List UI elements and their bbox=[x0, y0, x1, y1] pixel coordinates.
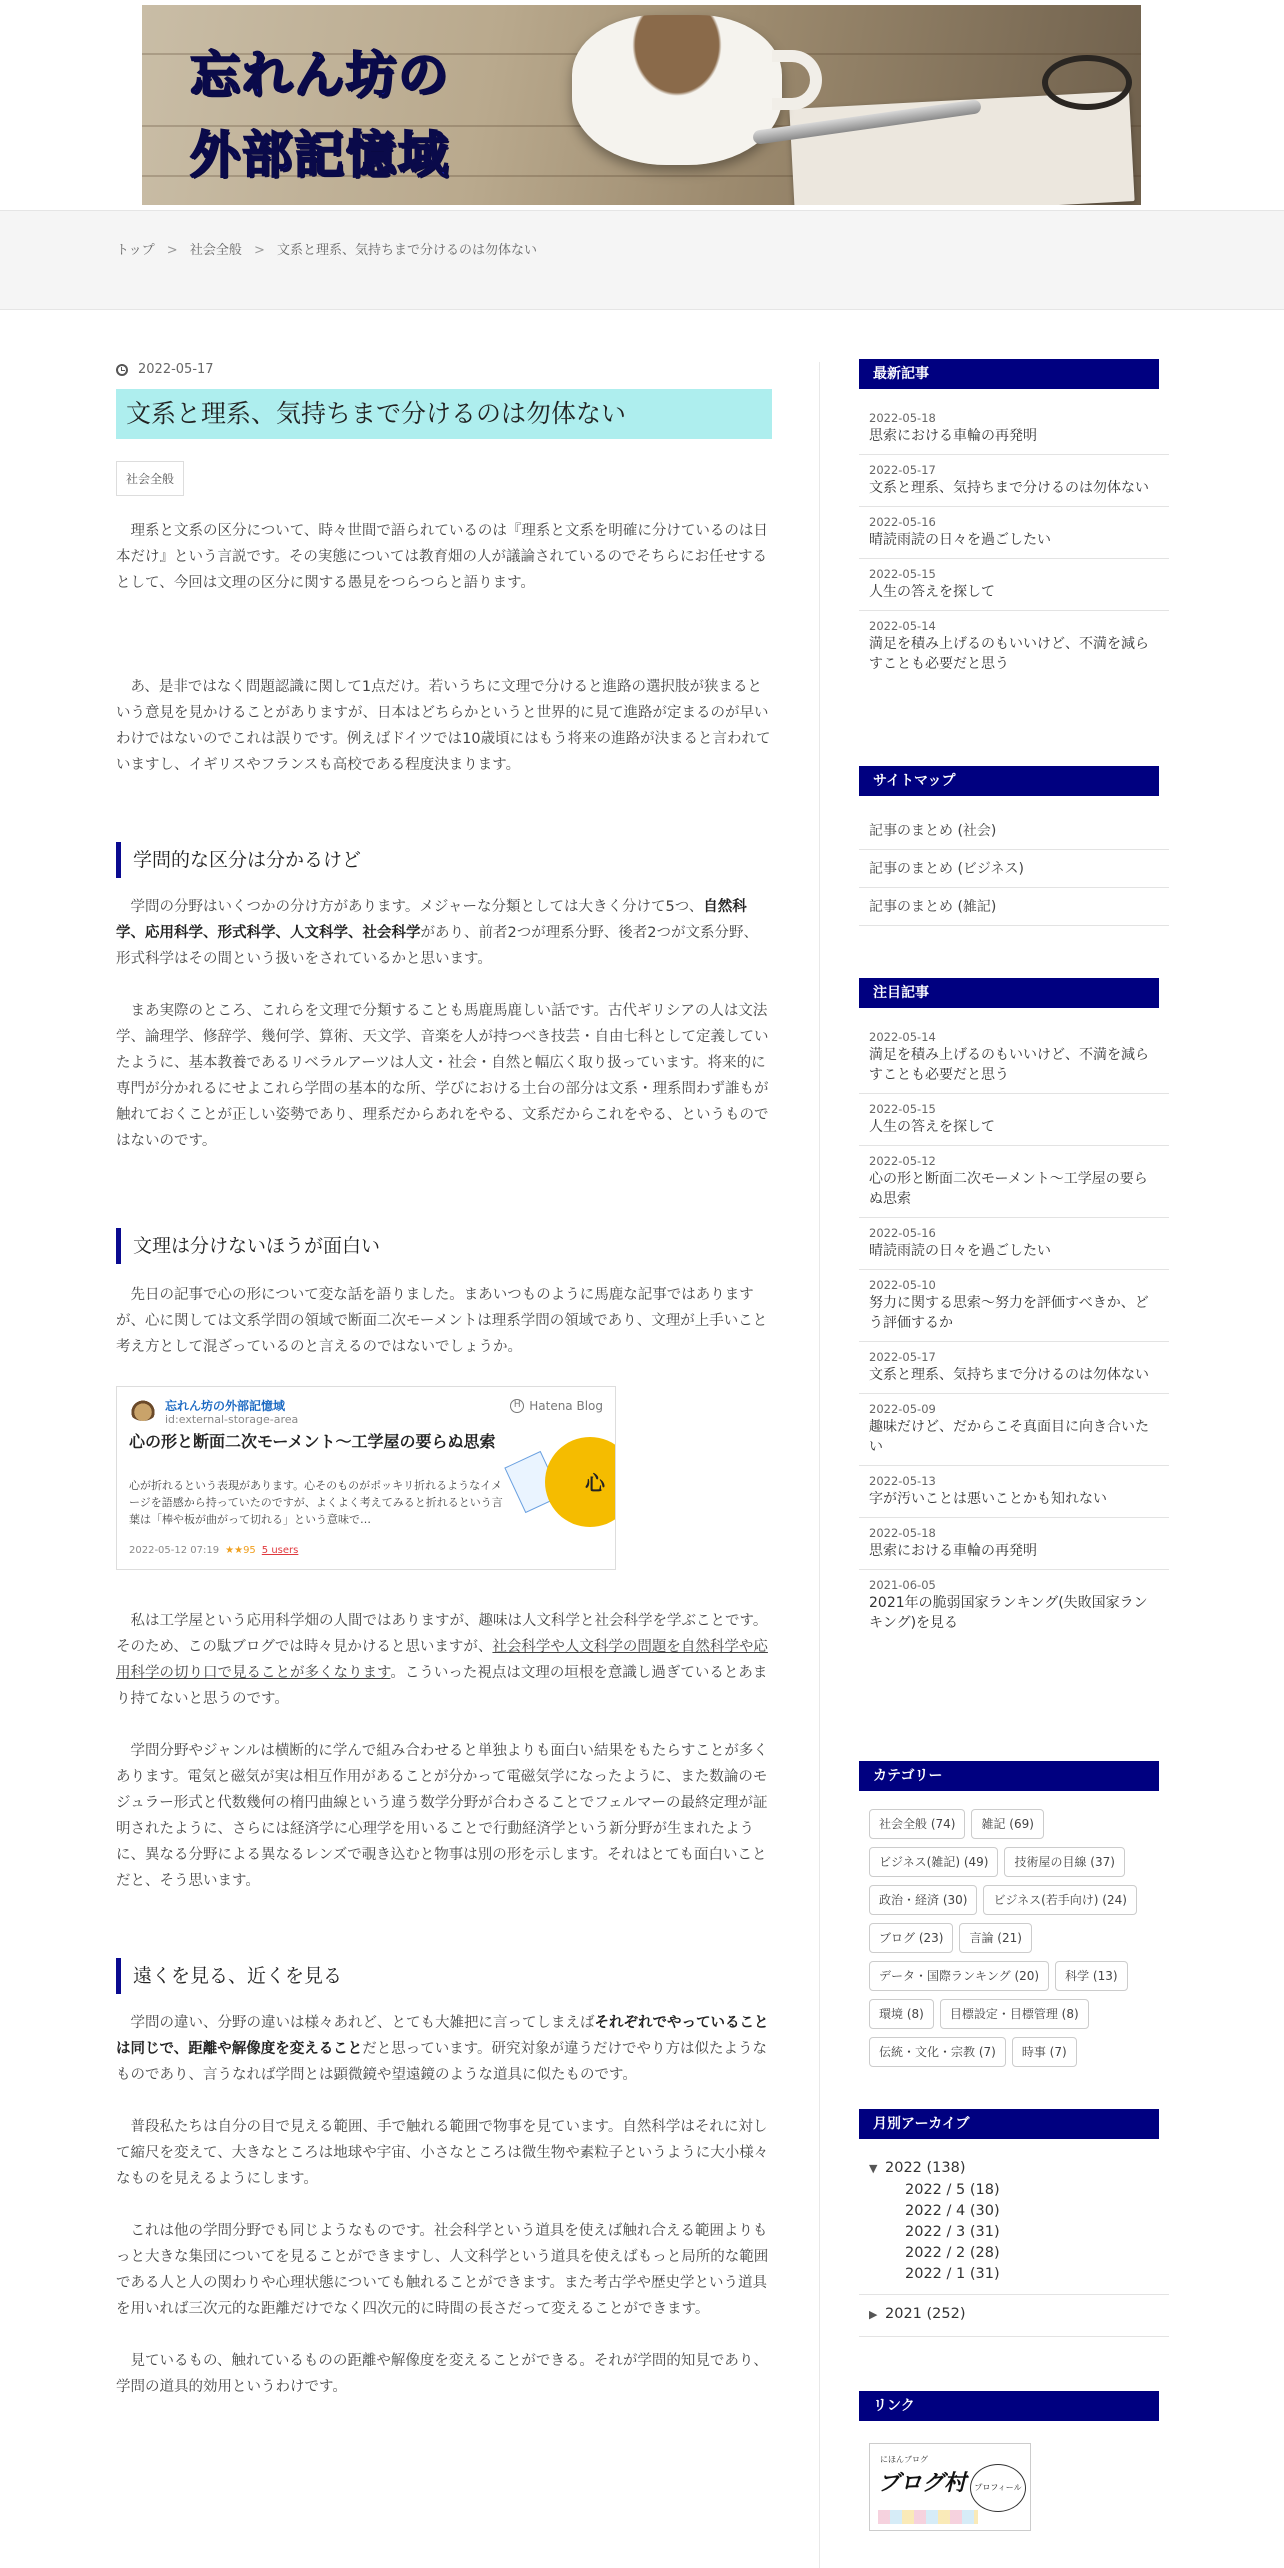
featured-post-date: 2022-05-18 bbox=[869, 1526, 936, 1540]
archive-month[interactable]: 2022 / 1 (31) bbox=[905, 2266, 1000, 2282]
widget-links bbox=[859, 2391, 1169, 2496]
banner-coffee-cup bbox=[572, 15, 782, 165]
recent-post-date: 2022-05-18 bbox=[869, 411, 936, 425]
category-tag[interactable]: 政治・経済 (30) bbox=[869, 1885, 977, 1915]
featured-post-date: 2022-05-09 bbox=[869, 1402, 936, 1416]
featured-post-date: 2022-05-13 bbox=[869, 1474, 936, 1488]
category-tag[interactable]: ビジネス(若手向け) (24) bbox=[983, 1885, 1136, 1915]
featured-post-title[interactable]: 満足を積み上げるのもいいけど、不満を減らすことも必要だと思う bbox=[869, 1047, 1149, 1083]
widget-heading: 月別アーカイブ bbox=[859, 2109, 1159, 2139]
archive-year-label[interactable]: 2021 (252) bbox=[885, 2306, 966, 2322]
recent-post-date: 2022-05-15 bbox=[869, 567, 936, 581]
featured-post-item[interactable] bbox=[859, 1146, 1169, 1218]
thumbnail-character: 心 bbox=[585, 1471, 605, 1495]
site-title-line1: 忘れん坊の bbox=[190, 45, 450, 104]
recent-post-item[interactable] bbox=[859, 455, 1169, 507]
archive-year-2022[interactable] bbox=[869, 2157, 1169, 2180]
paragraph-text: があり、前者2つが理系分野、後者2つが文系分野、形式科学はその間という扱いをされているかと思います。 bbox=[116, 925, 758, 967]
widget-heading: リンク bbox=[859, 2391, 1159, 2421]
category-tag[interactable]: 伝統・文化・宗教 (7) bbox=[869, 2037, 1006, 2067]
featured-post-date: 2022-05-15 bbox=[869, 1102, 936, 1116]
paragraph: 理系と文系の区分について、時々世間で語られているのは『理系と文系を明確に分けているのは日本だけ』という言説です。その実態については教育畑の人が議論されているのでそちらにお任せするとして、今回は文理の区分に関する愚見をつらつらと語ります。 bbox=[116, 523, 768, 591]
category-tag[interactable]: ブログ (23) bbox=[869, 1923, 953, 1953]
featured-post-date: 2022-05-12 bbox=[869, 1154, 936, 1168]
archive-month[interactable]: 2022 / 4 (30) bbox=[905, 2203, 1000, 2219]
featured-post-date: 2022-05-17 bbox=[869, 1350, 936, 1364]
featured-post-title[interactable]: 文系と理系、気持ちまで分けるのは勿体ない bbox=[869, 1367, 1149, 1383]
recent-post-title[interactable]: 文系と理系、気持ちまで分けるのは勿体ない bbox=[869, 480, 1149, 496]
sitemap-link[interactable]: 記事のまとめ (ビジネス) bbox=[859, 850, 1169, 888]
category-tag[interactable]: 目標設定・目標管理 (8) bbox=[940, 1999, 1089, 2029]
recent-post-item[interactable] bbox=[859, 507, 1169, 559]
featured-post-date: 2022-05-14 bbox=[869, 1030, 936, 1044]
archive-divider bbox=[859, 2294, 1169, 2295]
recent-post-item[interactable] bbox=[859, 403, 1169, 455]
card-star-count: 95 bbox=[243, 1545, 256, 1556]
widget-heading: 最新記事 bbox=[859, 359, 1159, 389]
paragraph: 見ているもの、触れているものの距離や解像度を変えることができる。それが学問的知見であり、学問の道具的効用というわけです。 bbox=[116, 2353, 768, 2395]
widget-monthly-archive bbox=[859, 2109, 1169, 2337]
hatena-blog-text: Hatena Blog bbox=[529, 1399, 603, 1413]
sitemap-list bbox=[859, 812, 1169, 926]
category-tag-list bbox=[859, 1809, 1159, 2075]
category-tag[interactable]: 時事 (7) bbox=[1012, 2037, 1077, 2067]
clock-icon bbox=[116, 364, 128, 376]
star-icon bbox=[225, 1545, 256, 1556]
card-thumbnail bbox=[505, 1427, 615, 1547]
card-stars: ★★ bbox=[225, 1545, 244, 1556]
paragraph: まあ実際のところ、これらを文理で分類することも馬鹿馬鹿しい話です。古代ギリシアの人は文法学、論理学、修辞学、幾何学、算術、天文学、音楽を人が持つべき技芸・自由七科として定義していたように、基本教養であるリベラルアーツは人文・社会・自然と幅広く取り扱っています。将来的に専門が分かれるにせよこれら学問の基本的な所、学びにおける土台の部分は文系・理系問わず誰もが触れておくことが正しい姿勢であり、理系だからあれをやる、文系だからこれをやる、というものではないのです。 bbox=[116, 1003, 769, 1149]
paragraph: あ、是非ではなく問題認識に関して1点だけ。若いうちに文理で分けると進路の選択肢が狭まるという意見を見かけることがありますが、日本はどちらかというと世界的に見て進路が定まるのが早いわけではないのでこれは誤りです。例えばドイツでは10歳頃にはもう将来の進路が決まると言われていますし、イギリスやフランスも高校である程度決まります。 bbox=[116, 679, 771, 773]
category-tag[interactable]: 雑記 (69) bbox=[971, 1809, 1043, 1839]
archive-month[interactable]: 2022 / 3 (31) bbox=[905, 2224, 1000, 2240]
featured-post-title[interactable]: 趣味だけど、だからこそ真面目に向き合いたい bbox=[869, 1419, 1149, 1455]
widget-sitemap bbox=[859, 766, 1169, 926]
featured-list bbox=[859, 1022, 1169, 1641]
featured-post-title[interactable]: 晴読雨読の日々を過ごしたい bbox=[869, 1243, 1051, 1259]
breadcrumb-band bbox=[0, 210, 1284, 310]
featured-post-date: 2022-05-10 bbox=[869, 1278, 936, 1292]
recent-post-title[interactable]: 思索における車輪の再発明 bbox=[869, 428, 1037, 444]
bold-text: それぞれでやっていることは同じで、距離や解像度を変えること bbox=[116, 2015, 769, 2057]
paragraph-text: 。こういった視点は文理の垣根を意識し過ぎているとあまり持てないと思うのです。 bbox=[116, 1665, 768, 1707]
blog-avatar-icon bbox=[129, 1399, 157, 1421]
widget-heading: サイトマップ bbox=[859, 766, 1159, 796]
card-description: 心が折れるという表現があります。心そのものがポッキリ折れるようなイメージを語感から持っていたのですが、よくよく考えてみると折れるという言葉は「棒や板が曲がって切れる」という意味で… bbox=[129, 1479, 503, 1526]
featured-post-item[interactable] bbox=[859, 1022, 1169, 1094]
thumbnail-circle bbox=[545, 1437, 616, 1527]
banner-profile-circle: プロフィール bbox=[970, 2464, 1026, 2512]
featured-post-item[interactable] bbox=[859, 1218, 1169, 1270]
card-user-id: id:external-storage-area bbox=[165, 1413, 299, 1426]
category-tag[interactable]: ビジネス(雑記) (49) bbox=[869, 1847, 998, 1877]
column-divider bbox=[819, 362, 820, 2568]
featured-post-title[interactable]: 努力に関する思索〜努力を評価すべきか、どう評価するか bbox=[869, 1295, 1149, 1331]
bold-text: 自然科学、応用科学、形式科学、人文科学、社会科学 bbox=[116, 899, 747, 941]
paragraph: 先日の記事で心の形について変な話を語りました。まあいつものように馬鹿な記事ではありますが、心に関しては文系学問の領域で断面二次モーメントは理系学問の領域であり、文理が上手いこと考え方として混ざっているのと言えるのではないでしょうか。 bbox=[116, 1287, 768, 1355]
featured-post-item[interactable] bbox=[859, 1394, 1169, 1466]
category-tag[interactable]: 社会全般 (74) bbox=[869, 1809, 965, 1839]
hatena-blog-icon: H bbox=[510, 1399, 524, 1413]
card-title[interactable]: 心の形と断面二次モーメント〜工学屋の要らぬ思索 bbox=[129, 1432, 496, 1451]
header-banner[interactable] bbox=[142, 5, 1141, 205]
featured-post-title[interactable]: 字が汚いことは悪いことかも知れない bbox=[869, 1491, 1107, 1507]
breadcrumb-category[interactable]: 社会全般 bbox=[189, 243, 242, 258]
category-tag[interactable]: 技術屋の目線 (37) bbox=[1004, 1847, 1124, 1877]
banner-cup-handle bbox=[772, 50, 822, 110]
recent-post-date: 2022-05-16 bbox=[869, 515, 936, 529]
breadcrumb-separator: > bbox=[166, 243, 178, 258]
recent-post-date: 2022-05-17 bbox=[869, 463, 936, 477]
paragraph: 学問分野やジャンルは横断的に学んで組み合わせると単独よりも面白い結果をもたらすことが多くあります。電気と磁気が実は相互作用があることが分かって電磁気学になったように、また数論のモジュラー形式と代数幾何の楕円曲線という違う数学分野が合わさることでフェルマーの最終定理が証明されたように、さらには経済学に心理学を用いることで行動経済学という新分野が生まれたように、異なる分野による異なるレンズで覗き込むと物事は別の形を示します。それはとても面白いことだと、そう思います。 bbox=[116, 1743, 768, 1889]
post-title: 文系と理系、気持ちまで分けるのは勿体ない bbox=[116, 389, 772, 439]
widget-recent-posts bbox=[859, 359, 1169, 682]
widget-heading: 注目記事 bbox=[859, 978, 1159, 1008]
post-category-tag[interactable]: 社会全般 bbox=[116, 461, 184, 496]
widget-categories bbox=[859, 1761, 1169, 2075]
paragraph-text: だと思っています。研究対象が違うだけでやり方は似たようなものであり、言うなれば学問とは顕微鏡や望遠鏡のような道具に似たものです。 bbox=[116, 2041, 768, 2083]
archive-month[interactable]: 2022 / 2 (28) bbox=[905, 2245, 1000, 2261]
breadcrumb-home[interactable]: トップ bbox=[116, 243, 155, 258]
breadcrumb-separator: > bbox=[253, 243, 265, 258]
recent-post-title[interactable]: 人生の答えを探して bbox=[869, 584, 995, 600]
recent-post-title[interactable]: 晴読雨読の日々を過ごしたい bbox=[869, 532, 1051, 548]
post-date-text: 2022-05-17 bbox=[138, 362, 214, 377]
featured-post-item[interactable] bbox=[859, 1518, 1169, 1570]
archive-tree bbox=[859, 2157, 1169, 2337]
recent-post-title[interactable]: 満足を積み上げるのもいいけど、不満を減らすことも必要だと思う bbox=[869, 636, 1149, 672]
paragraph bbox=[116, 2010, 772, 2088]
card-meta bbox=[129, 1545, 298, 1556]
archive-year-2021[interactable] bbox=[869, 2303, 1169, 2326]
featured-post-item[interactable] bbox=[859, 1270, 1169, 1342]
featured-post-title[interactable]: 心の形と断面二次モーメント〜工学屋の要らぬ思索 bbox=[869, 1171, 1148, 1207]
widget-featured-posts bbox=[859, 978, 1169, 1641]
sitemap-link[interactable]: 記事のまとめ (社会) bbox=[859, 812, 1169, 850]
archive-year-label[interactable]: 2022 (138) bbox=[885, 2160, 966, 2176]
featured-post-item[interactable] bbox=[859, 1570, 1169, 1641]
paragraph bbox=[116, 894, 772, 972]
category-tag[interactable]: データ・国際ランキング (20) bbox=[869, 1961, 1049, 1991]
banner-decoration bbox=[878, 2510, 978, 2524]
paragraph: 普段私たちは自分の目で見える範囲、手で触れる範囲で物事を見ています。自然科学はそれに対して縮尺を変えて、大きなところは地球や宇宙、小さなところは微生物や素粒子というように大小様々なものを見えるようにします。 bbox=[116, 2119, 769, 2187]
paragraph: これは他の学問分野でも同じようなものです。社会科学という道具を使えば触れ合える範囲よりもっと大きな集団についてを見ることができますし、人文科学という道具を使えばもっと局所的な範囲である人と人の関わりや心理状態についても触れることができます。また考古学や歴史学という道具を用いれば三次元的な距離だけでなく四次元的に時間の長さだって変えることができます。 bbox=[116, 2223, 769, 2317]
expanded-triangle-icon[interactable]: ▼ bbox=[869, 2162, 878, 2175]
blogmura-banner[interactable] bbox=[869, 2443, 1031, 2531]
sitemap-link[interactable]: 記事のまとめ (雑記) bbox=[859, 888, 1169, 926]
featured-post-title[interactable]: 2021年の脆弱国家ランキング(失敗国家ランキング)を見る bbox=[869, 1595, 1148, 1631]
card-bookmark-users[interactable]: 5 users bbox=[261, 1545, 299, 1556]
site-title bbox=[190, 35, 450, 195]
featured-post-title[interactable]: 人生の答えを探して bbox=[869, 1119, 995, 1135]
recent-post-item[interactable] bbox=[859, 611, 1169, 682]
breadcrumb-current: 文系と理系、気持ちまで分けるのは勿体ない bbox=[277, 243, 538, 258]
underlined-text: 社会科学や人文科学の問題を自然科学や応用科学の切り口で見ることが多くなります bbox=[116, 1639, 768, 1681]
section-heading: 文理は分けないほうが面白い bbox=[116, 1228, 772, 1264]
recent-post-item[interactable] bbox=[859, 559, 1169, 611]
recent-list bbox=[859, 403, 1169, 682]
recent-post-date: 2022-05-14 bbox=[869, 619, 936, 633]
archive-month[interactable]: 2022 / 5 (18) bbox=[905, 2182, 1000, 2198]
category-tag[interactable]: 環境 (8) bbox=[869, 1999, 934, 2029]
breadcrumb bbox=[116, 239, 545, 258]
category-tag[interactable]: 科学 (13) bbox=[1055, 1961, 1127, 1991]
site-header bbox=[0, 0, 1284, 210]
embedded-blog-card[interactable] bbox=[116, 1386, 616, 1570]
featured-post-item[interactable] bbox=[859, 1094, 1169, 1146]
paragraph-text: 学問の違い、分野の違いは様々あれど、とても大雑把に言ってしまえば bbox=[130, 2015, 595, 2031]
article bbox=[116, 362, 772, 2400]
banner-small-text: にほんブログ bbox=[880, 2455, 928, 2464]
archive-divider bbox=[859, 2336, 1169, 2337]
post-date bbox=[116, 362, 772, 377]
hatena-blog-label bbox=[510, 1399, 603, 1413]
featured-post-date: 2022-05-16 bbox=[869, 1226, 936, 1240]
card-site-name[interactable]: 忘れん坊の外部記憶域 bbox=[165, 1399, 286, 1413]
banner-glasses bbox=[1042, 55, 1132, 110]
banner-main-text: ブログ村 bbox=[878, 2470, 967, 2496]
paragraph-text: 学問の分野はいくつかの分け方があります。メジャーな分類としては大きく分けて5つ、 bbox=[130, 899, 704, 915]
featured-post-item[interactable] bbox=[859, 1342, 1169, 1394]
section-heading: 遠くを見る、近くを見る bbox=[116, 1958, 772, 1994]
card-datetime: 2022-05-12 07:19 bbox=[129, 1545, 220, 1556]
featured-post-date: 2021-06-05 bbox=[869, 1578, 936, 1592]
collapsed-triangle-icon[interactable]: ▶ bbox=[869, 2308, 878, 2321]
featured-post-title[interactable]: 思索における車輪の再発明 bbox=[869, 1543, 1037, 1559]
site-title-line2: 外部記憶域 bbox=[190, 125, 450, 184]
featured-post-item[interactable] bbox=[859, 1466, 1169, 1518]
paragraph-text: 私は工学屋という応用科学畑の人間ではありますが、趣味は人文科学と社会科学を学ぶことです。そのため、この駄ブログでは時々見かけると思いますが、 bbox=[116, 1613, 768, 1655]
category-tag[interactable]: 言論 (21) bbox=[959, 1923, 1031, 1953]
section-heading: 学問的な区分は分かるけど bbox=[116, 842, 772, 878]
widget-heading: カテゴリー bbox=[859, 1761, 1159, 1791]
paragraph bbox=[116, 1608, 772, 1712]
